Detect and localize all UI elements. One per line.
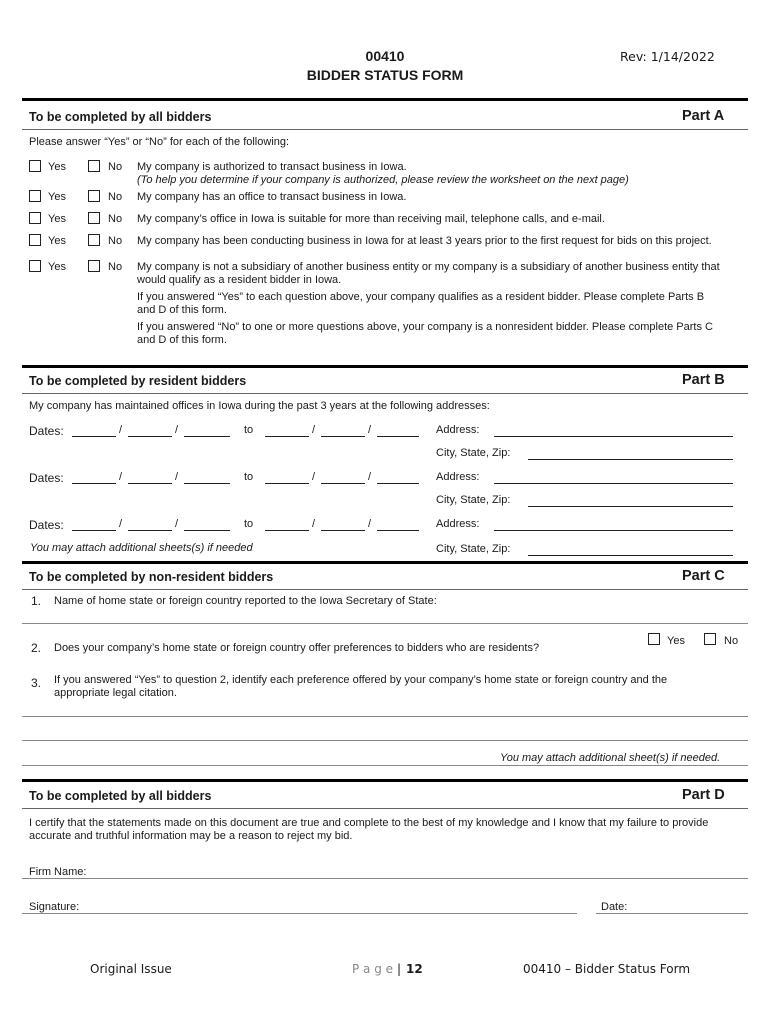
document-title: BIDDER STATUS FORM: [306, 67, 464, 83]
yes-label: Yes: [48, 213, 66, 225]
date-slash: /: [368, 471, 372, 483]
to-year-field[interactable]: [377, 436, 419, 437]
q4-yes-checkbox[interactable]: [29, 234, 41, 246]
date-slash: /: [312, 518, 316, 530]
footer-separator: |: [397, 962, 402, 976]
from-month-field[interactable]: [72, 436, 116, 437]
section-rule: [22, 393, 748, 394]
to-label: to: [244, 424, 254, 436]
home-state-answer-line[interactable]: [22, 623, 748, 624]
address-field[interactable]: [494, 436, 733, 437]
address-label: Address:: [436, 471, 480, 483]
question-note: (To help you determine if your company is authorized, please review the worksheet on the next page): [137, 174, 629, 186]
certification-text: I certify that the statements made on this document are true and complete to the best of my knowledge and I know that my failure to provide: [29, 817, 709, 829]
to-day-field[interactable]: [321, 530, 365, 531]
date-slash: /: [119, 424, 123, 436]
date-slash: /: [312, 424, 316, 436]
part-b-label: Part B: [682, 372, 725, 388]
yes-result-text: If you answered “Yes” to each question above, your company qualifies as a resident bidder. Please complete Parts B: [137, 291, 705, 303]
yes-result-text-continued: and D of this form.: [137, 304, 227, 316]
address-label: Address:: [436, 424, 480, 436]
from-year-field[interactable]: [184, 530, 230, 531]
to-year-field[interactable]: [377, 530, 419, 531]
no-label: No: [108, 213, 123, 225]
address-field[interactable]: [494, 483, 733, 484]
yes-label: Yes: [48, 191, 66, 203]
preference-yes-checkbox[interactable]: [648, 633, 660, 645]
preference-answer-line[interactable]: [22, 740, 748, 741]
q1-yes-checkbox[interactable]: [29, 160, 41, 172]
date-slash: /: [175, 471, 179, 483]
question-text-continued: appropriate legal citation.: [54, 687, 177, 699]
question-text: If you answered “Yes” to question 2, identify each preference offered by your company’s home state or foreign country and the: [54, 674, 668, 686]
firm-name-field[interactable]: [22, 878, 748, 879]
from-year-field[interactable]: [184, 483, 230, 484]
city-state-zip-field[interactable]: [528, 459, 733, 460]
to-day-field[interactable]: [321, 436, 365, 437]
footer-issue: Original Issue: [90, 962, 172, 976]
yes-label: Yes: [667, 635, 685, 647]
question-number: 2.: [31, 641, 42, 655]
city-state-zip-label: City, State, Zip:: [436, 543, 511, 555]
question-number: 1.: [31, 594, 42, 608]
from-month-field[interactable]: [72, 530, 116, 531]
signature-field[interactable]: [22, 913, 577, 914]
city-state-zip-field[interactable]: [528, 555, 733, 556]
footer-page-number: 12: [406, 962, 423, 976]
no-label: No: [108, 235, 123, 247]
no-label: No: [108, 261, 123, 273]
question-text: Name of home state or foreign country reported to the Iowa Secretary of State:: [54, 595, 437, 607]
no-result-text: If you answered “No” to one or more questions above, your company is a nonresident bidder. Please complete Parts C: [137, 321, 713, 333]
section-rule: [22, 129, 748, 130]
dates-label: Dates:: [29, 518, 64, 532]
question-text: My company has been conducting business in Iowa for at least 3 years prior to the first request for bids on this project.: [137, 235, 712, 247]
q5-no-checkbox[interactable]: [88, 260, 100, 272]
no-label: No: [108, 161, 123, 173]
dates-label: Dates:: [29, 471, 64, 485]
city-state-zip-label: City, State, Zip:: [436, 447, 511, 459]
q2-no-checkbox[interactable]: [88, 190, 100, 202]
question-text: My company has an office to transact business in Iowa.: [137, 191, 407, 203]
signature-label: Signature:: [29, 901, 80, 913]
date-slash: /: [312, 471, 316, 483]
revision-date: Rev: 1/14/2022: [620, 49, 715, 64]
yes-label: Yes: [48, 161, 66, 173]
question-text: My company is not a subsidiary of another business entity or my company is a subsidiary of another business entity that: [137, 261, 720, 273]
from-month-field[interactable]: [72, 483, 116, 484]
part-c-title: To be completed by non-resident bidders: [29, 570, 274, 584]
yes-label: Yes: [48, 261, 66, 273]
part-d-label: Part D: [682, 787, 725, 803]
preference-answer-line[interactable]: [22, 765, 748, 766]
question-text: My company is authorized to transact business in Iowa.: [137, 161, 407, 173]
from-day-field[interactable]: [128, 530, 172, 531]
firm-name-label: Firm Name:: [29, 866, 87, 878]
date-field[interactable]: [596, 913, 748, 914]
attach-note: You may attach additional sheet(s) if needed.: [500, 752, 721, 764]
to-month-field[interactable]: [265, 436, 309, 437]
date-slash: /: [175, 518, 179, 530]
q3-no-checkbox[interactable]: [88, 212, 100, 224]
from-year-field[interactable]: [184, 436, 230, 437]
city-state-zip-field[interactable]: [528, 506, 733, 507]
date-slash: /: [119, 471, 123, 483]
yes-label: Yes: [48, 235, 66, 247]
no-label: No: [724, 635, 739, 647]
to-month-field[interactable]: [265, 483, 309, 484]
date-label: Date:: [601, 901, 628, 913]
date-slash: /: [368, 424, 372, 436]
section-divider: [22, 561, 748, 564]
footer-page-label: P a g e: [352, 962, 394, 976]
preference-answer-line[interactable]: [22, 716, 748, 717]
q4-no-checkbox[interactable]: [88, 234, 100, 246]
section-divider: [22, 779, 748, 782]
date-slash: /: [175, 424, 179, 436]
question-text: Does your company’s home state or foreign country offer preferences to bidders who are residents?: [54, 642, 540, 654]
q1-no-checkbox[interactable]: [88, 160, 100, 172]
document-number: 00410: [365, 48, 405, 64]
q5-yes-checkbox[interactable]: [29, 260, 41, 272]
address-field[interactable]: [494, 530, 733, 531]
q3-yes-checkbox[interactable]: [29, 212, 41, 224]
part-c-label: Part C: [682, 568, 725, 584]
city-state-zip-label: City, State, Zip:: [436, 494, 511, 506]
part-d-title: To be completed by all bidders: [29, 789, 212, 803]
footer-form-name: 00410 – Bidder Status Form: [523, 962, 691, 976]
certification-text-continued: accurate and truthful information may be a reason to reject my bid.: [29, 830, 353, 842]
date-slash: /: [368, 518, 372, 530]
no-label: No: [108, 191, 123, 203]
address-label: Address:: [436, 518, 480, 530]
from-day-field[interactable]: [128, 483, 172, 484]
section-divider: [22, 98, 748, 101]
to-year-field[interactable]: [377, 483, 419, 484]
part-b-intro: My company has maintained offices in Iowa during the past 3 years at the following addresses:: [29, 400, 490, 412]
question-text-continued: would qualify as a resident bidder in Iowa.: [137, 274, 342, 286]
to-month-field[interactable]: [265, 530, 309, 531]
question-text: My company’s office in Iowa is suitable for more than receiving mail, telephone calls, and e-mail.: [137, 213, 605, 225]
part-a-title: To be completed by all bidders: [29, 110, 212, 124]
date-slash: /: [119, 518, 123, 530]
dates-label: Dates:: [29, 424, 64, 438]
to-label: to: [244, 518, 254, 530]
no-result-text-continued: and D of this form.: [137, 334, 227, 346]
attach-note: You may attach additional sheets(s) if needed: [30, 542, 253, 554]
to-day-field[interactable]: [321, 483, 365, 484]
to-label: to: [244, 471, 254, 483]
part-a-label: Part A: [682, 108, 725, 124]
from-day-field[interactable]: [128, 436, 172, 437]
part-a-instruction: Please answer “Yes” or “No” for each of the following:: [29, 136, 290, 148]
part-b-title: To be completed by resident bidders: [29, 374, 247, 388]
section-rule: [22, 589, 748, 590]
question-number: 3.: [31, 676, 42, 690]
section-divider: [22, 365, 748, 368]
q2-yes-checkbox[interactable]: [29, 190, 41, 202]
preference-no-checkbox[interactable]: [704, 633, 716, 645]
section-rule: [22, 808, 748, 809]
